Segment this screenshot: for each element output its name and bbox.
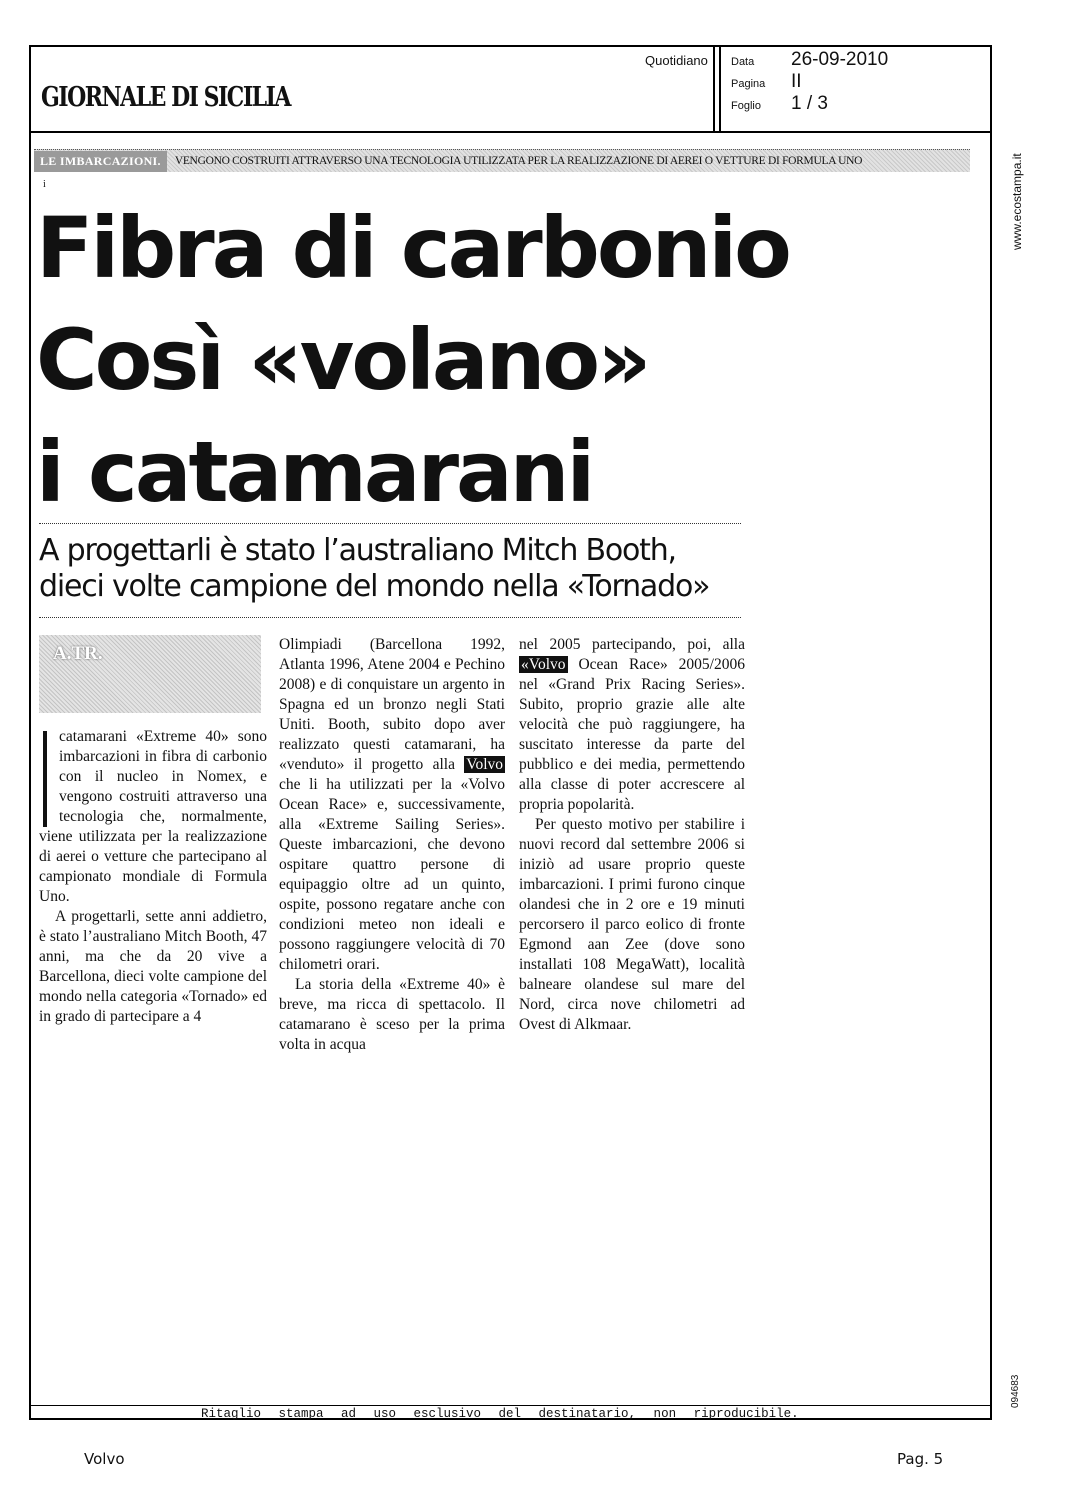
clipping-frame [29, 45, 992, 1420]
masthead [31, 47, 990, 133]
paragraph-part: nel 2005 partecipando, poi, alla [519, 636, 745, 653]
highlighted-keyword: «Volvo [521, 656, 566, 673]
subheadline [39, 533, 709, 605]
subhead-line-1: A progettarli è stato l’australiano Mitch Booth, [39, 533, 676, 568]
sheet-value: 1 / 3 [791, 93, 828, 114]
kicker-lead: LE IMBARCAZIONI. [34, 151, 167, 172]
headline-line-1: Fibra di carbonio [36, 199, 789, 297]
publication-type: Quotidiano [645, 53, 708, 68]
article-column-1 [39, 727, 267, 1027]
usage-note: Ritaglio stampa ad uso esclusivo del destinatario, non riproducibile. [201, 1407, 799, 1421]
headline-line-2: Così «volano» [36, 311, 649, 409]
highlighted-keyword: Volvo [466, 756, 504, 773]
page-label: Pagina [731, 78, 766, 90]
page-row [731, 71, 888, 93]
paragraph: catamarani «Extreme 40» sono imbarcazioni in fibra di carbonio con il nucleo in Nomex, e vengono costruiti attraverso una tecnologia che, normalmente, viene utilizzata per la realizzazione di aerei o vetture che partecipano al campionato mondiale di Formula Uno. [39, 728, 267, 905]
paragraph-part: Olimpiadi (Barcellona 1992, Atlanta 1996, Atene 2004 e Pechino 2008) e di conquistare un argento in Spagna ed un bronzo negli Stati Uniti. Booth, subito dopo aver realizzato questi catamarani, ha «venduto» il progetto alla [279, 636, 505, 773]
dotted-rule [39, 617, 741, 618]
subhead-line-2: dieci volte campione del mondo nella «Tornado» [39, 569, 710, 604]
dotted-rule [39, 523, 741, 524]
footer-rule [31, 1405, 990, 1406]
sheet-label: Foglio [731, 100, 761, 112]
kicker-bar [34, 149, 970, 172]
date-row [731, 49, 888, 71]
paragraph: Per questo motivo per stabilire i nuovi record dal settembre 2006 si iniziò ad usare proprio queste imbarcazioni. I primi furono cinque olandesi che in 2 ore e 19 minuti percorsero il parco eolico di fronte Egmond aan Zee (dove sono installati 108 MegaWatt), località balneare olandese sul mare del Nord, circa nove chilometri ad Ovest di Alkmaar. [519, 816, 745, 1033]
headline-line-3: i catamarani [36, 423, 593, 521]
article-column-2 [279, 635, 505, 1055]
paragraph: A progettarli, sette anni addietro, è stato l’australiano Mitch Booth, 47 anni, ma che da 20 vive a Barcellona, dieci volte campione del mondo nella categoria «Tornado» ed in grado di partecipare a 4 [39, 908, 267, 1025]
page-value: II [791, 71, 802, 92]
client-name: Volvo [84, 1450, 125, 1468]
separator [713, 47, 715, 131]
paragraph: La storia della «Extreme 40» è breve, ma ricca di spettacolo. Il catamarano è sceso per la prima volta in acqua [279, 976, 505, 1053]
meta-info [731, 49, 888, 115]
headline [36, 192, 789, 528]
date-value: 26-09-2010 [791, 49, 889, 70]
small-mark: i [43, 179, 46, 190]
side-code: 094683 [1010, 1374, 1021, 1408]
side-url: www.ecostampa.it [1010, 153, 1024, 250]
drop-cap-i [43, 731, 47, 827]
kicker-text: VENGONO COSTRUITI ATTRAVERSO UNA TECNOLOGIA UTILIZZATA PER LA REALIZZAZIONE DI AEREI O VETTURE DI FORMULA UNO [174, 155, 863, 167]
paragraph-part: Ocean Race» 2005/2006 nel «Grand Prix Racing Series». Subito, proprio grazie alle alte velocità che può raggiungere, ha suscitato interesse da parte del pubblico e dei media, permettendo alla classe di poter accrescere al propria popolarità. [519, 656, 745, 813]
sheet-row [731, 93, 888, 115]
page-number: Pag. 5 [897, 1450, 944, 1468]
date-label: Data [731, 56, 755, 68]
separator [719, 47, 721, 131]
byline-box [39, 635, 261, 713]
article-column-3 [519, 635, 745, 1035]
paragraph-part: che li ha utilizzati per la «Volvo Ocean Race» e, successivamente, alla «Extreme Sailing Series». Queste imbarcazioni, che devono ospitare quattro persone di equipaggio oltre ad un quinto, ospite, possono regatare anche con condizioni meteo non ideali e possono raggiungere velocità di 70 chilometri orari. [279, 776, 505, 973]
newspaper-name: GIORNALE DI SICILIA [41, 81, 290, 114]
byline: A.TR. [53, 643, 103, 664]
